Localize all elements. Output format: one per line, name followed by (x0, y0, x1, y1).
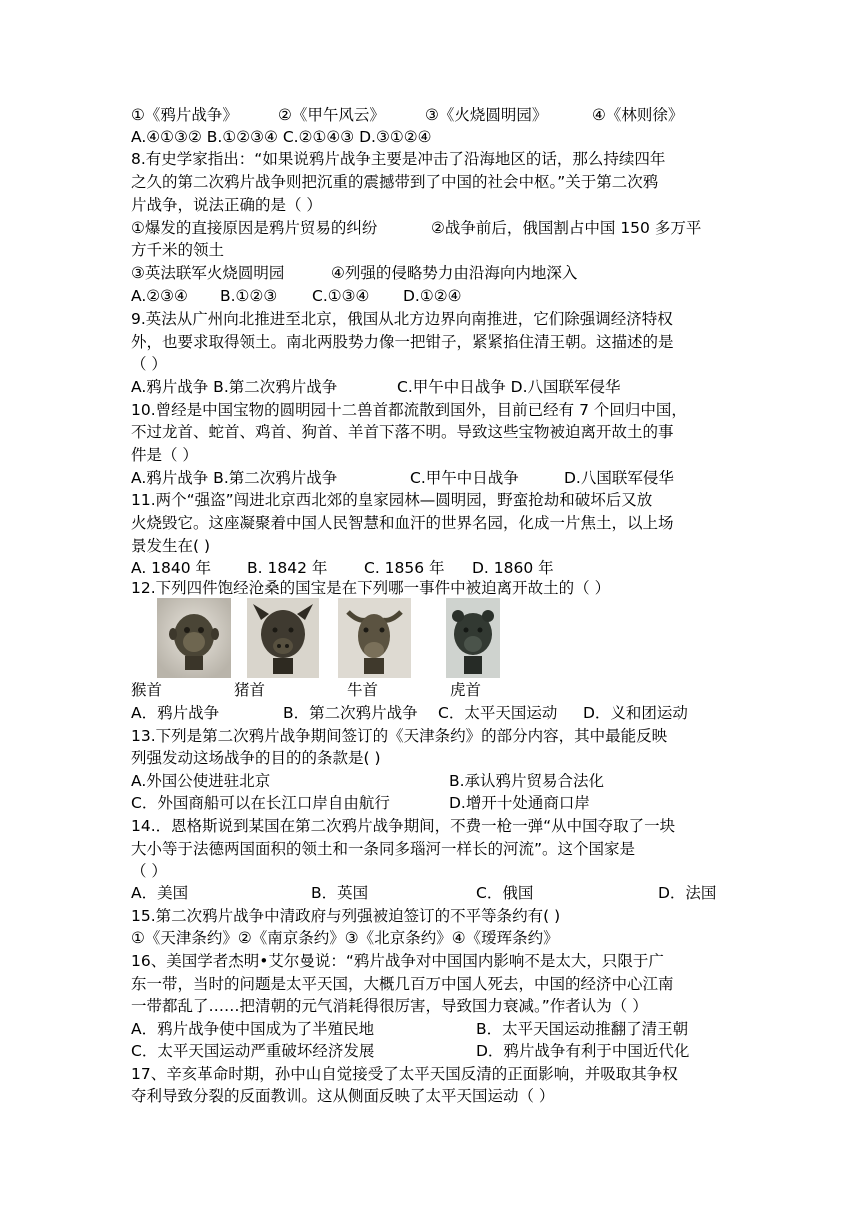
option-4: ④《林则徐》 (592, 106, 684, 124)
options-c-d: C.甲午中日战争 D.八国联军侵华 (397, 378, 621, 396)
question-13-text: 列强发动这场战争的目的的条款是( ) (131, 749, 381, 767)
option-a: A.外国公使进驻北京 (131, 772, 271, 790)
options-a-b: A.鸦片战争 B.第二次鸦片战争 (131, 469, 338, 487)
question-17-text: 17、辛亥革命时期，孙中山自觉接受了太平天国反清的正面影响，并吸取其争权 (131, 1065, 678, 1083)
statement-4: ④列强的侵略势力由沿海向内地深入 (331, 264, 578, 282)
question-8-statements: 方千米的领土 (131, 241, 225, 259)
caption-tiger: 虎首 (450, 681, 482, 699)
option-c: C．太平天国运动 (438, 704, 558, 722)
option-b: B. 1842 年 (247, 559, 328, 577)
question-14-text: 14.．恩格斯说到某国在第二次鸦片战争期间，不费一枪一弹“从中国夺取了一块 (131, 817, 676, 835)
question-16-text: 16、美国学者杰明•艾尔曼说：“鸦片战争对中国国内影响不是太大，只限于广 (131, 952, 664, 970)
ox-head-image (338, 598, 411, 678)
caption-pig: 猪首 (234, 681, 266, 699)
option-c: C.甲午中日战争 (410, 469, 519, 487)
option-d: D．法国 (658, 884, 717, 902)
question-10-text: 不过龙首、蛇首、鸡首、狗首、羊首下落不明。导致这些宝物被迫离开故土的事 (131, 423, 674, 441)
option-a: A．鸦片战争使中国成为了半殖民地 (131, 1020, 375, 1038)
question-11-text: 景发生在( ) (131, 537, 211, 555)
option-c: C．太平天国运动严重破坏经济发展 (131, 1042, 375, 1060)
option-c: C. 1856 年 (364, 559, 445, 577)
option-3: ③《火烧圆明园》 (425, 106, 548, 124)
caption-monkey: 猴首 (131, 681, 163, 699)
question-7-options: A.④①③② B.①②③④ C.②①④③ D.③①②④ (131, 128, 432, 146)
pig-head-image (247, 598, 319, 678)
question-9-text: 外，也要求取得领土。南北两股势力像一把钳子，紧紧掐住清王朝。这描述的是 (131, 333, 674, 351)
caption-ox: 牛首 (347, 681, 379, 699)
option-d: D.增开十处通商口岸 (449, 794, 590, 812)
question-14-text: （ ） (131, 862, 167, 880)
question-16-text: 一带都乱了……把清朝的元气消耗得很厉害，导致国力衰减。”作者认为（ ） (131, 997, 648, 1015)
option-d: D.八国联军侵华 (564, 469, 674, 487)
option-d: D. 1860 年 (472, 559, 554, 577)
question-15-options: ①《天津条约》②《南京条约》③《北京条约》④《瑷珲条约》 (131, 929, 559, 947)
question-9-text: 9.英法从广州向北推进至北京，俄国从北方边界向南推进，它们除强调经济特权 (131, 310, 673, 328)
option-a: A．美国 (131, 884, 189, 902)
option-c: C．外国商船可以在长江口岸自由航行 (131, 794, 390, 812)
option-d: D．鸦片战争有利于中国近代化 (476, 1042, 690, 1060)
question-8-text: 之久的第二次鸦片战争则把沉重的震撼带到了中国的社会中枢。”关于第二次鸦 (131, 173, 659, 191)
statement-3: ③英法联军火烧圆明园 (131, 264, 285, 282)
question-8-text: 8.有史学家指出：“如果说鸦片战争主要是冲击了沿海地区的话，那么持续四年 (131, 150, 666, 168)
monkey-head-image (157, 598, 231, 678)
option-a: A. 1840 年 (131, 559, 212, 577)
option-c: C．俄国 (476, 884, 534, 902)
statement-1: ①爆发的直接原因是鸦片贸易的纠纷 (131, 219, 378, 237)
question-10-text: 10.曾经是中国宝物的圆明园十二兽首都流散到国外，目前已经有 7 个回归中国， (131, 401, 687, 419)
option-d: D．义和团运动 (583, 704, 688, 722)
question-11-text: 11.两个“强盗”闯进北京西北郊的皇家园林—圆明园，野蛮抢劫和破坏后又放 (131, 491, 653, 509)
option-b: B．第二次鸦片战争 (283, 704, 418, 722)
question-17-text: 夺利导致分裂的反面教训。这从侧面反映了太平天国运动（ ） (131, 1087, 555, 1105)
question-14-text: 大小等于法德两国面积的领土和一条同多瑙河一样长的河流”。这个国家是 (131, 840, 636, 858)
options-a-b: A.鸦片战争 B.第二次鸦片战争 (131, 378, 338, 396)
question-8-text: 片战争，说法正确的是（ ） (131, 196, 322, 214)
option-2: ②《甲午风云》 (278, 106, 385, 124)
statement-2: ②战争前后，俄国割占中国 150 多万平 (431, 219, 702, 237)
option-1: ①《鸦片战争》 (131, 106, 238, 124)
option-a: A.②③④ (131, 287, 188, 305)
question-9-text: （ ） (131, 355, 167, 373)
question-15-text: 15.第二次鸦片战争中清政府与列强被迫签订的不平等条约有( ) (131, 907, 561, 925)
option-b: B.承认鸦片贸易合法化 (449, 772, 605, 790)
question-13-text: 13.下列是第二次鸦片战争期间签订的《天津条约》的部分内容，其中最能反映 (131, 727, 668, 745)
question-16-text: 东一带，当时的问题是太平天国，大概几百万中国人死去，中国的经济中心江南 (131, 975, 674, 993)
question-10-text: 件是（ ） (131, 446, 198, 464)
option-b: B.①②③ (220, 287, 278, 305)
option-b: B．太平天国运动推翻了清王朝 (476, 1020, 689, 1038)
question-11-text: 火烧毁它。这座凝聚着中国人民智慧和血汗的世界名园，化成一片焦土，以上场 (131, 514, 674, 532)
option-c: C.①③④ (312, 287, 370, 305)
question-12-text: 12.下列四件饱经沧桑的国宝是在下列哪一事件中被迫离开故土的（ ） (131, 579, 611, 597)
option-d: D.①②④ (403, 287, 462, 305)
option-a: A．鸦片战争 (131, 704, 220, 722)
tiger-head-image (446, 598, 500, 678)
option-b: B．英国 (311, 884, 369, 902)
